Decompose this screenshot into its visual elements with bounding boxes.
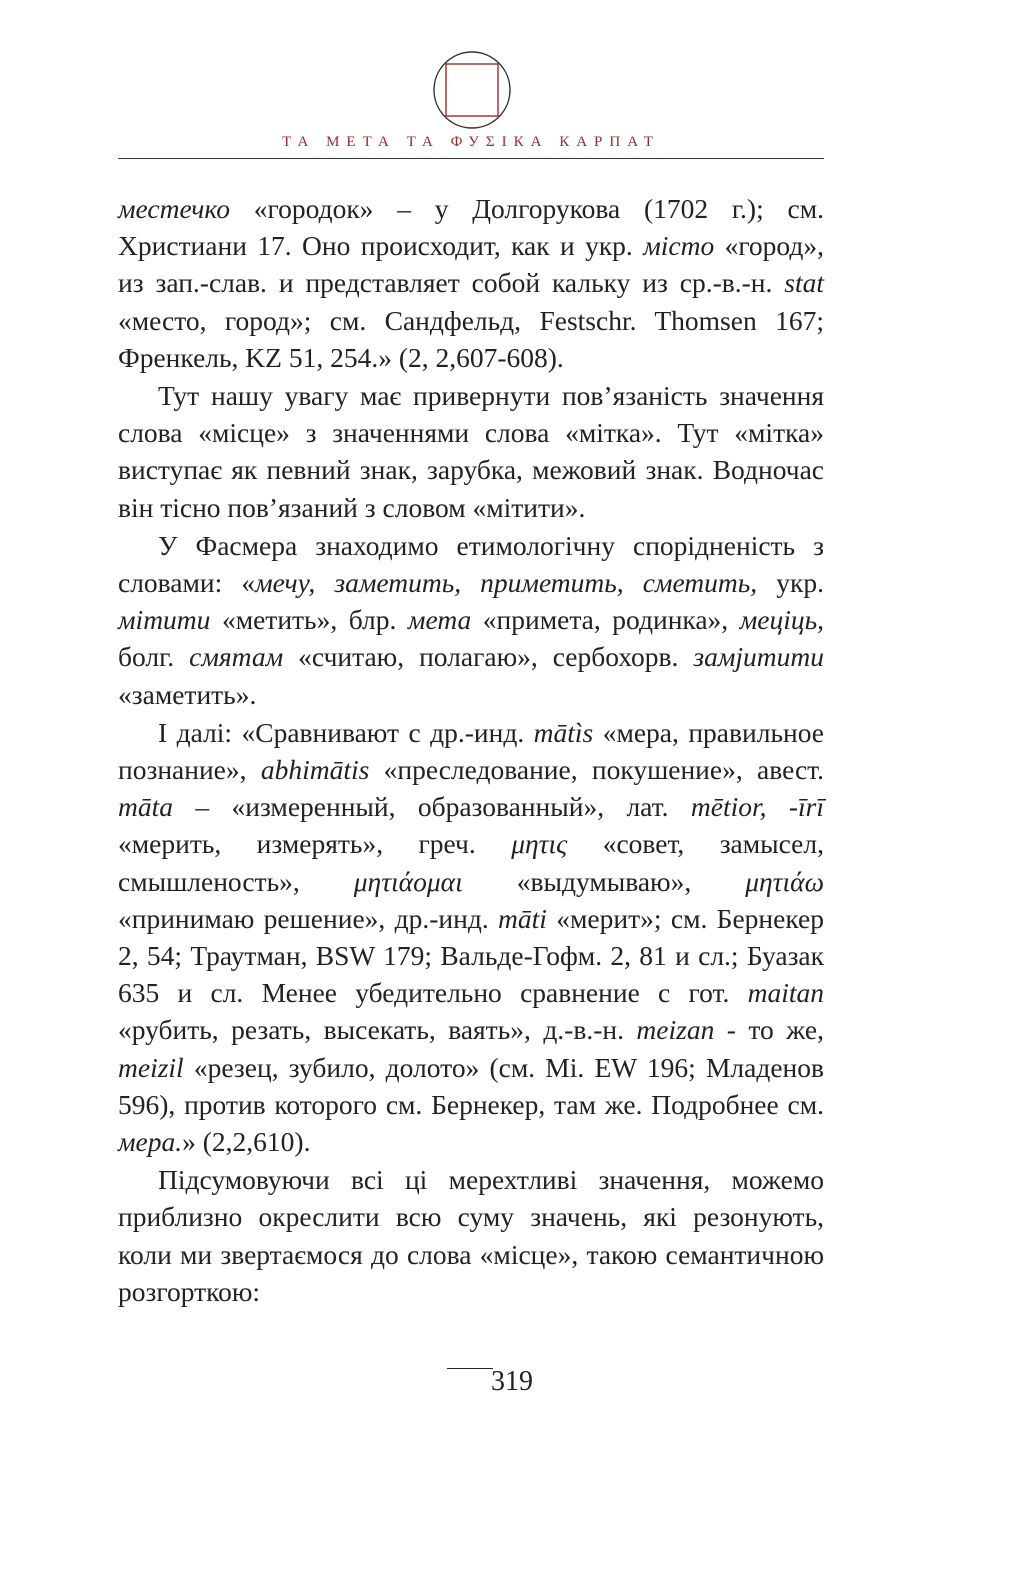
page-number: 319: [491, 1366, 533, 1397]
paragraph-1: местечко «городок» – у Долгорукова (1702 г.); см. Христиани 17. Оно происходит, как и укр. місто «город», из зап.-слав. и представляет собой кальку из ср.-в.-н. stat «место, город»; см. Сандфельд, Festschr. Thomsen 167; Френкель, KZ 51, 254.» (2, 2,607-608).: [118, 193, 824, 373]
running-title: ТА МЕТА ТА ФУΣІКА КАРПАТ: [282, 134, 660, 150]
page-number-overline: [447, 1368, 493, 1369]
paragraph-3: У Фасмера знаходимо етимологічну спорідненість з словами: «мечу, заметить, приметить, сметить, укр. мітити «метить», блр. мета «примета, родинка», меціць, болг. смятам «считаю, полагаю», сербохорв. замјитити «заметить».: [118, 529, 825, 710]
main-text: [118, 190, 824, 1311]
paragraph-5: Підсумовуючи всі ці мерехтливі значення, можемо приблизно окреслити всю суму значень, які резонують, коли ми звертаємося до слова «місце», такою семантичною розгорткою:: [118, 1164, 824, 1307]
header-divider: [118, 158, 824, 159]
paragraph-2: Тут нашу увагу має привернути пов’язаність значення слова «місце» з значеннями слова «мітка». Тут «мітка» виступає як певний знак, зарубка, межовий знак. Водночас він тісно пов’язаний з словом «мітити».: [118, 380, 824, 523]
circle-square-logo: [432, 50, 512, 130]
paragraph-4: І далі: «Сравнивают с др.-инд. mātìs «мера, правильное познание», abhimātis «преследование, покушение», авест. māta – «измеренный, образованный», лат. mētior, -īrī «мерить, измерять», греч. μητις «совет, замысел, смышленость», μητιάομαι «выдумываю», μητιάω «принимаю решение», др.-инд. māti «мерит»; см. Бернекер 2, 54; Траутман, BSW 179; Вальде-Гофм. 2, 81 и сл.; Буазак 635 и сл. Менее убедительно сравнение с гот. maitan «рубить, резать, высекать, ваять», д.-в.-н. meizan - то же, meizil «резец, зубило, долото» (см. Mi. EW 196; Младенов 596), против которого см. Бернекер, там же. Подробнее см. мера.» (2,2,610).: [118, 716, 825, 1158]
